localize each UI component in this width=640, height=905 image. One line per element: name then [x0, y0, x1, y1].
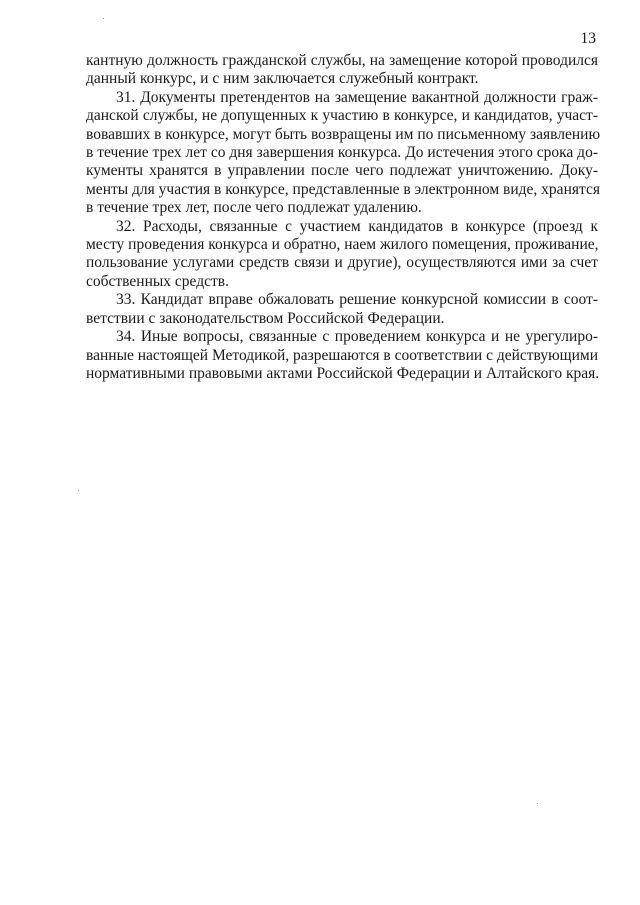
text-line: кументы хранятся в управлении после чего подлежат уничтожению. Доку- [86, 162, 598, 180]
text-line: нормативными правовыми актами Российской Федерации и Алтайского края. [86, 364, 600, 382]
text-line: в течение трех лет со дня завершения конкурса. До истечения этого срока до- [86, 144, 598, 162]
scan-speck [103, 18, 104, 19]
paragraph-31 [86, 88, 601, 218]
text-line: ветствии с законодательством Российской Федерации. [86, 309, 445, 327]
paragraph-continuation [86, 52, 598, 89]
text-line: месту проведения конкурса и обратно, наем жилого помещения, проживание, [86, 236, 599, 254]
paragraph-32 [86, 218, 598, 292]
text-line: данный конкурс, и с ним заключается служебный контракт. [86, 70, 479, 88]
text-line: 31. Документы претендентов на замещение вакантной должности граж- [116, 88, 598, 106]
text-line: 33. Кандидат вправе обжаловать решение конкурсной комиссии в соот- [116, 291, 598, 309]
text-line: в течение трех лет, после чего подлежат удалению. [86, 199, 422, 217]
text-line: собственных средств. [86, 272, 229, 290]
paragraph-33 [86, 291, 598, 328]
paragraph-34 [86, 328, 598, 383]
document-body [86, 52, 601, 383]
text-line: вовавших в конкурсе, могут быть возвращены им по письменному заявлению [86, 125, 601, 143]
text-line: пользование услугами средств связи и другие), осуществляются ими за счет [86, 254, 598, 272]
text-line: 34. Иные вопросы, связанные с проведением конкурса и не урегулиро- [116, 328, 598, 346]
text-line: ванные настоящей Методикой, разрешаются в соответствии с действующими [86, 346, 598, 364]
text-line: 32. Расходы, связанные с участием кандидатов в конкурсе (проезд к [116, 217, 598, 235]
text-line: кантную должность гражданской службы, на замещение которой проводился [86, 52, 598, 69]
page-number: 13 [580, 30, 596, 47]
text-line: данской службы, не допущенных к участию в конкурсе, и кандидатов, участ- [86, 107, 598, 125]
text-line: менты для участия в конкурсе, представленные в электронном виде, хранятся [86, 180, 600, 198]
scan-speck [537, 803, 538, 804]
scan-speck [78, 490, 79, 491]
